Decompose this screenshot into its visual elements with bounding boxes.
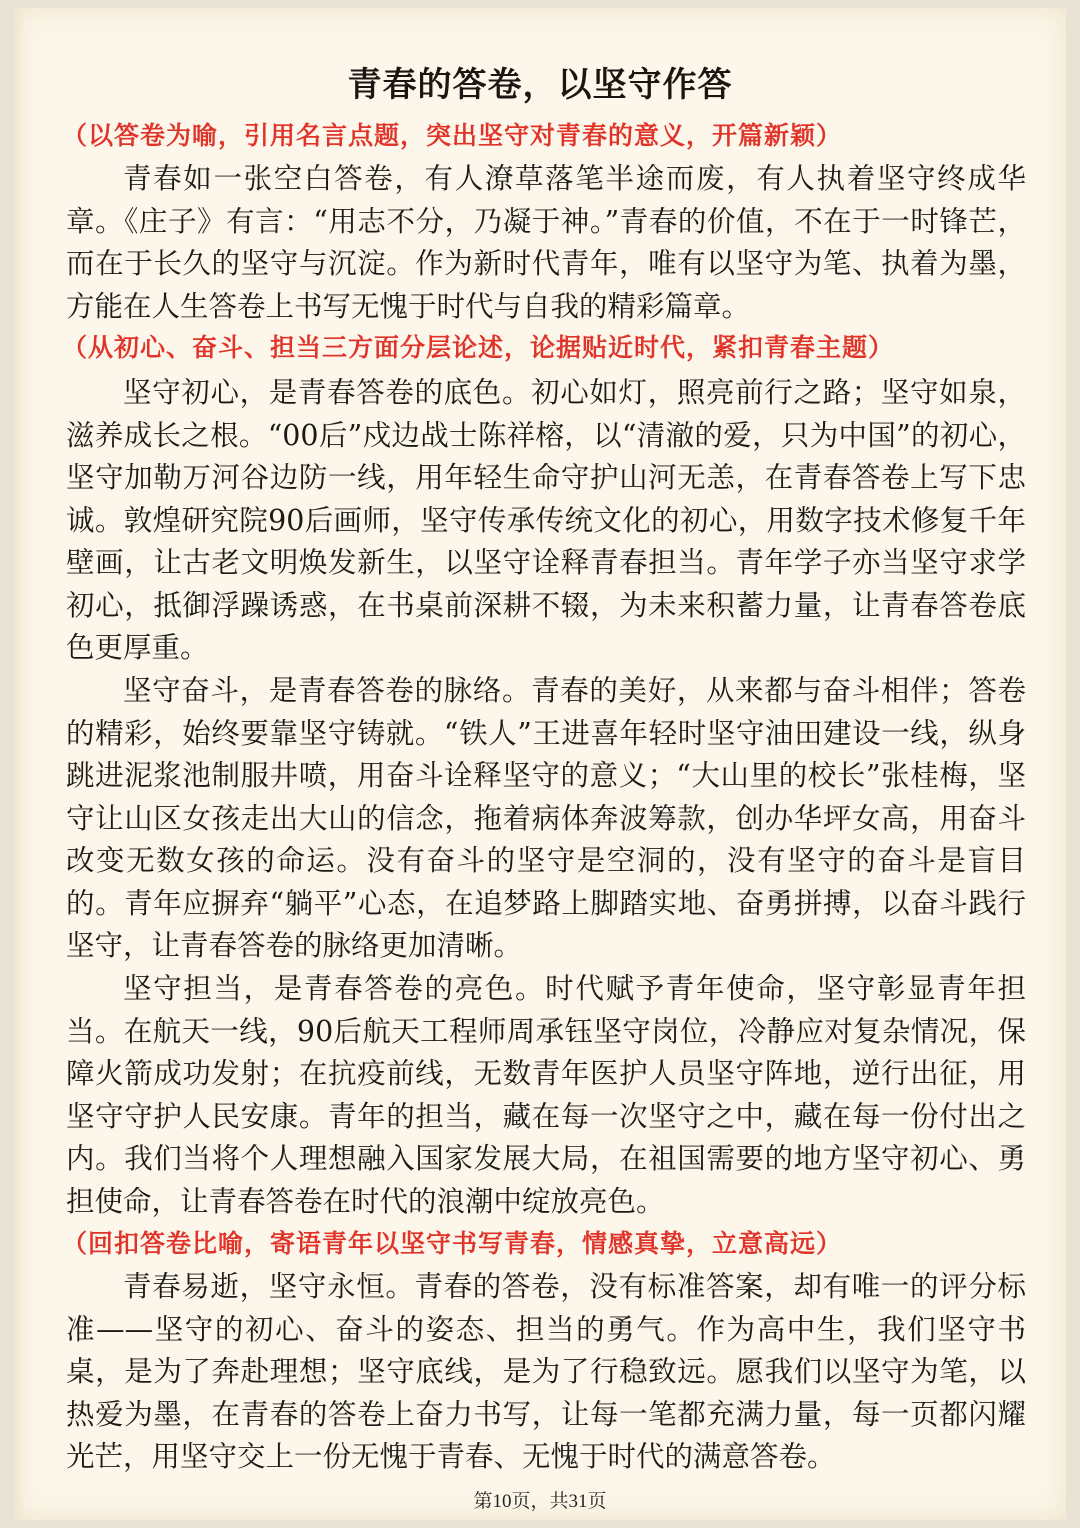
page-edge-shadow	[14, 8, 24, 1520]
comment-note-conclusion: （回扣答卷比喻，寄语青年以坚守书写青春，情感真挚，立意高远）	[62, 1229, 843, 1258]
comment-note-intro: （以答卷为喻，引用名言点题，突出坚守对青春的意义，开篇新颖）	[62, 121, 843, 150]
paragraph-intro: 青春如一张空白答卷，有人潦草落笔半途而废，有人执着坚守终成华章。《庄子》有言：“用志不分，乃凝于神。”青春的价值，不在于一时锋芒，而在于长久的坚守与沉淀。作为新时代青年，唯有以坚守为笔、执着为墨，方能在人生答卷上书写无愧于时代与自我的精彩篇章。	[66, 162, 1026, 323]
page-number: 第10页，共31页	[473, 1491, 607, 1512]
paragraph-conclusion: 青春易逝，坚守永恒。青春的答卷，没有标准答案，却有唯一的评分标准——坚守的初心、奋斗的姿态、担当的勇气。作为高中生，我们坚守书桌，是为了奔赴理想；坚守底线，是为了行稳致远。愿我们以坚守为笔，以热爱为墨，在青春的答卷上奋力书写，让每一笔都充满力量，每一页都闪耀光芒，用坚守交上一份无愧于青春、无愧于时代的满意答卷。	[66, 1270, 1026, 1473]
paragraph-initial-aspiration: 坚守初心，是青春答卷的底色。初心如灯，照亮前行之路；坚守如泉，滋养成长之根。“00后”戍边战士陈祥榕，以“清澈的爱，只为中国”的初心，坚守加勒万河谷边防一线，用年轻生命守护山河无恙，在青春答卷上写下忠诚。敦煌研究院90后画师，坚守传承传统文化的初心，用数字技术修复千年壁画，让古老文明焕发新生，以坚守诠释青春担当。青年学子亦当坚守求学初心，抵御浮躁诱惑，在书桌前深耕不辍，为未来积蓄力量，让青春答卷底色更厚重。	[66, 376, 1026, 664]
paragraph-struggle: 坚守奋斗，是青春答卷的脉络。青春的美好，从来都与奋斗相伴；答卷的精彩，始终要靠坚守铸就。“铁人”王进喜年轻时坚守油田建设一线，纵身跳进泥浆池制服井喷，用奋斗诠释坚守的意义；“大山里的校长”张桂梅，坚守让山区女孩走出大山的信念，拖着病体奔波筹款，创办华坪女高，用奋斗改变无数女孩的命运。没有奋斗的坚守是空洞的，没有坚守的奋斗是盲目的。青年应摒弃“躺平”心态，在追梦路上脚踏实地、奋勇拼搏，以奋斗践行坚守，让青春答卷的脉络更加清晰。	[66, 674, 1026, 962]
essay-title: 青春的答卷，以坚守作答	[347, 65, 733, 105]
paragraph-responsibility: 坚守担当，是青春答卷的亮色。时代赋予青年使命，坚守彰显青年担当。在航天一线，90后航天工程师周承钰坚守岗位，冷静应对复杂情况，保障火箭成功发射；在抗疫前线，无数青年医护人员坚守阵地，逆行出征，用坚守守护人民安康。青年的担当，藏在每一次坚守之中，藏在每一份付出之内。我们当将个人理想融入国家发展大局，在祖国需要的地方坚守初心、勇担使命，让青春答卷在时代的浪潮中绽放亮色。	[66, 972, 1026, 1218]
document-page	[14, 8, 1066, 1520]
comment-note-body: （从初心、奋斗、担当三方面分层论述，论据贴近时代，紧扣青春主题）	[62, 333, 895, 362]
